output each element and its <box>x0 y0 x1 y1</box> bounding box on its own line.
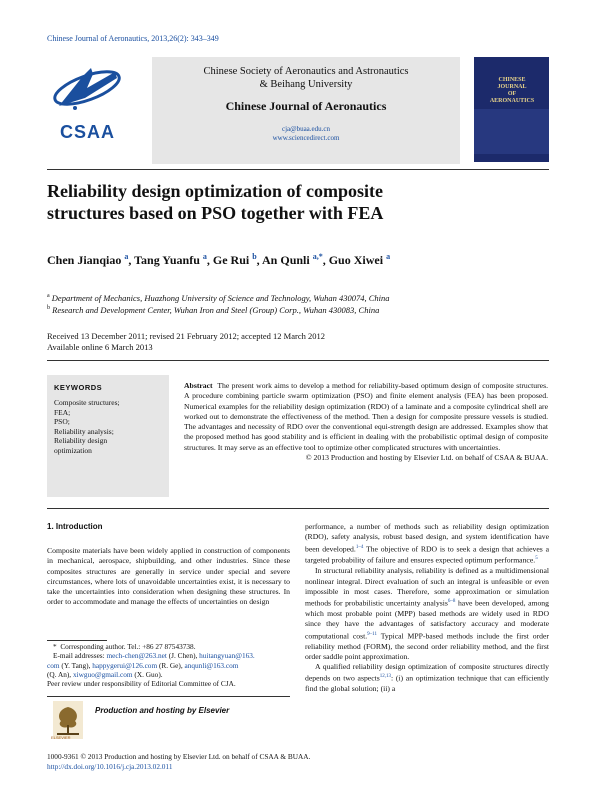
author-affil-sup[interactable]: b <box>252 252 257 261</box>
elsevier-logo-text: ELSEVIER <box>51 735 71 740</box>
email-link-an[interactable]: anqunli@163.com <box>184 660 239 670</box>
cover-title-word: OF <box>507 91 517 97</box>
intro-right-paragraph-1 <box>305 522 549 566</box>
affiliation-text: Department of Mechanics, Huazhong University of Science and Technology, Wuhan 430074, China <box>51 293 390 303</box>
citation-sup[interactable]: 1–4 <box>355 544 364 550</box>
citation-sup[interactable]: 9–11 <box>367 631 377 637</box>
cover-title-word: AERONAUTICS <box>489 98 535 104</box>
author-affil-sup[interactable]: a <box>124 252 129 261</box>
abstract-block <box>184 381 548 463</box>
email-owner: (R. Ge), <box>157 660 185 670</box>
online-date: Available online 6 March 2013 <box>47 342 153 352</box>
abstract-divider <box>47 508 549 509</box>
paragraph-text: have been developed, among which most probable point (MPP) based methods are widely used in RDO since they have the advantages of satisfactory accuracy and moderate computational cost. <box>305 598 549 641</box>
abstract-text: The present work aims to develop a method for reliability-based optimum design of composite structures. A procedure combining particle swarm optimization (PSO) and finite element analysis (FEA) has been proposed. Numerical examples for the reliability design optimization (RDO) of a laminate and a composite cylindrical shell are worked out to demonstrate the effectiveness of the method. Then a design for composite pressure vessels is studied. The advantages and necessity of RDO over the conventional equi-strength design are addressed. Examples show that the proposed method has good stability and is efficient in dealing with the probabilistic optimal design of composite structures. It may serve as an effective tool to optimize other complicated structures with uncertainties. <box>184 381 549 452</box>
author-list: Chen Jianqiao $^a$, Tang Yuanfu $^a$, Ge Rui $^b$, An Qunli $^{a,*}$, Guo Xiwei $^a$ <box>47 252 391 267</box>
author-name: Ge Rui <box>212 253 250 267</box>
affiliation-a <box>47 293 390 303</box>
email-link-guo[interactable]: xiwguo@gmail.com <box>72 669 133 679</box>
citation-sup[interactable]: 12,13 <box>379 674 391 680</box>
corresponding-author: * Corresponding author. Tel.: +86 27 87543738. <box>53 642 196 651</box>
intro-right-column <box>305 522 549 695</box>
affiliation-sup: b <box>47 305 50 312</box>
author-affil-sup[interactable]: a,* <box>312 252 323 261</box>
cover-band <box>474 109 549 154</box>
email-link-tang[interactable]: huitangyuan@163. <box>199 651 255 661</box>
corresponding-footnote <box>47 642 290 688</box>
journal-website-link[interactable]: www.sciencedirect.com <box>272 134 340 142</box>
journal-email-link[interactable]: cja@buaa.edu.cn <box>281 125 331 133</box>
csaa-logo-icon <box>45 58 130 158</box>
elsevier-label: Production and hosting by Elsevier <box>95 706 230 715</box>
meta-divider <box>47 360 549 361</box>
corresponding-text: Corresponding author. Tel.: +86 27 87543738. <box>60 642 196 651</box>
keyword-item: PSO; <box>54 417 70 426</box>
email-owner: (J. Chen), <box>166 651 200 661</box>
abstract-label: Abstract <box>184 381 213 390</box>
issn-line: 1000-9361 © 2013 Production and hosting by Elsevier Ltd. on behalf of CSAA & BUAA. <box>47 752 311 761</box>
citation-sup[interactable]: 6–8 <box>447 599 456 605</box>
email-owner: (Q. An), <box>47 669 73 679</box>
email-link-chen[interactable]: mech-chen@263.net <box>106 651 167 661</box>
paragraph-text: : (i) an optimization technique that can efficiently find the global solution; (ii) a <box>305 673 549 694</box>
journal-citation: Chinese Journal of Aeronautics, 2013,26(2): 343–349 <box>47 34 219 43</box>
keywords-list <box>54 398 120 455</box>
keywords-box <box>47 375 169 497</box>
email-footnote-line2 <box>47 661 290 670</box>
email-label: E-mail addresses: <box>53 651 105 661</box>
affiliation-text: Research and Development Center, Wuhan Iron and Steel (Group) Corp., Wuhan 430083, China <box>52 305 380 315</box>
author-affil-sup[interactable]: a <box>202 252 207 261</box>
author-name: Guo Xiwei <box>328 253 384 267</box>
email-owner: (X. Guo). <box>132 669 163 679</box>
intro-right-paragraph-3 <box>305 662 549 694</box>
keyword-item: FEA; <box>54 407 71 417</box>
keyword-item: Reliability analysis; <box>54 426 114 436</box>
author-name: Chen Jianqiao <box>47 253 122 267</box>
author-name: Tang Yuanfu <box>134 253 200 267</box>
author-name: An Qunli <box>262 253 310 267</box>
cover-title <box>480 77 544 105</box>
email-link-tang-cont[interactable]: com <box>47 660 60 670</box>
keyword-item: Reliability design <box>54 436 108 445</box>
email-footnote-line3 <box>47 670 290 679</box>
cover-title-word: CHINESE <box>498 77 526 83</box>
email-owner: (Y. Tang), <box>59 660 93 670</box>
footnote-divider <box>47 640 107 641</box>
paragraph-text: The objective of RDO is to seek a design that achieves a targeted probability of failure and ensures expected optimum performance. <box>305 544 549 566</box>
paragraph-text: performance, a number of methods such as reliability design optimization (RDO), safety analysis, robust based design, and system identification have been developed. <box>305 522 549 554</box>
cover-title-word: JOURNAL <box>497 84 527 90</box>
title-line-2: structures based on PSO together with FEA <box>47 203 384 223</box>
journal-cover-image <box>474 57 549 162</box>
header-divider <box>47 169 549 170</box>
paragraph-text: Typical MPP-based methods include the first order reliability method (FORM), the second order reliability method, and the first order saddle point approximation. <box>305 631 549 661</box>
society-line-2: & Beihang University <box>259 79 353 90</box>
author-affil-sup[interactable]: a <box>386 252 391 261</box>
doi-link[interactable]: http://dx.doi.org/10.1016/j.cja.2013.02.011 <box>47 762 173 771</box>
peer-review-note: Peer review under responsibility of Editorial Committee of CJA. <box>47 679 236 689</box>
affiliation-b <box>47 305 379 315</box>
elsevier-tree-icon <box>53 701 83 739</box>
email-link-ge[interactable]: happygerui@126.com <box>92 660 158 670</box>
received-dates: Received 13 December 2011; revised 21 February 2012; accepted 12 March 2012 <box>47 331 325 341</box>
section-heading-introduction: 1. Introduction <box>47 522 103 531</box>
society-line-1: Chinese Society of Aeronautics and Astronautics <box>203 66 409 77</box>
journal-contact <box>152 125 460 143</box>
paragraph-text: A qualified reliability design optimization of composite structures directly depends on two aspects <box>305 662 549 683</box>
abstract-copyright: © 2013 Production and hosting by Elsevier Ltd. on behalf of CSAA & BUAA. <box>305 453 548 463</box>
keywords-heading: KEYWORDS <box>54 383 103 392</box>
email-footnote <box>47 651 290 660</box>
keyword-item: Composite structures; <box>54 398 120 407</box>
elsevier-box <box>47 696 290 743</box>
intro-right-paragraph-2 <box>305 566 549 662</box>
title-line-1: Reliability design optimization of composite <box>47 181 383 201</box>
intro-left-paragraph: Composite materials have been widely applied in construction of components in mechanical, aerospace, shipbuilding, and other industries. Since these composites structures are generally in service under special and severe circumstances, where lots of unavoidable uncertainties exist, it is necessary to take the uncertainties into consideration when designing these structures. In order to accommodate and manage the effects of uncertainties on design <box>47 546 290 607</box>
csaa-logo-text: CSAA <box>59 122 115 142</box>
citation-sup[interactable]: 5 <box>535 556 538 562</box>
paragraph-text: In structural reliability analysis, reliability is defined as a multidimensional nonlinear integral. Direct evaluation of such an integral is unfeasible or even impossible in most cases. Therefore, some approximation or simulation methods for probabilistic uncertainty analysis <box>305 566 549 608</box>
journal-name: Chinese Journal of Aeronautics <box>225 99 387 113</box>
affiliation-sup: a <box>47 293 50 300</box>
article-title <box>47 180 547 224</box>
keyword-item: optimization <box>54 445 92 455</box>
